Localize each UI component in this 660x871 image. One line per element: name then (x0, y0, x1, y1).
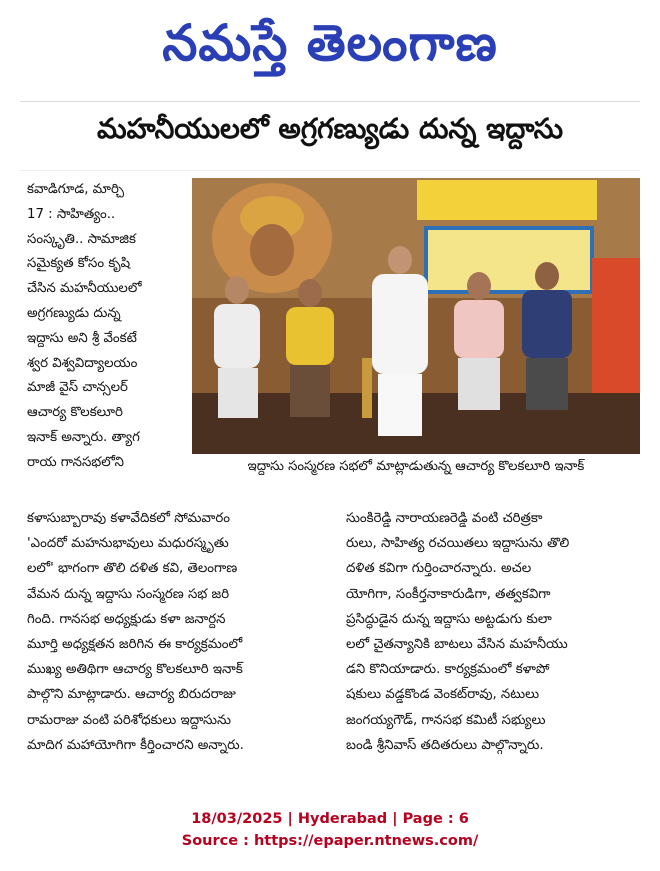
article-line: 17 : సాహిత్యం.. (27, 206, 116, 222)
article-line: లలో' భాగంగా తొలి దళిత కవి, తెలంగాణ (27, 561, 238, 577)
footer-meta: 18/03/2025 | Hyderabad | Page : 6 (191, 811, 469, 827)
article-line: వేమన దున్న ఇద్దాసు సంస్మరణ సభ జరి (27, 586, 230, 602)
article-line: సుంకిరెడ్డి నారాయణరెడ్డి వంటి చరిత్రకా (346, 511, 543, 526)
event-photo (192, 178, 640, 454)
article-line: మాజీ వైస్ చాన్సలర్ (27, 380, 128, 396)
article-line: మూర్తి అధ్యక్షతన జరిగిన ఈ కార్యక్రమంలో (27, 636, 243, 652)
article-line: శ్వర విశ్వవిద్యాలయం (27, 355, 138, 371)
article-line: పాల్గొని మాట్లాడారు. ఆచార్య బిరుదరాజు (27, 687, 236, 703)
article-line: గింది. గానసభ అధ్యక్షుడు కళా జనార్దన (27, 611, 226, 627)
article-bottom-right-column (346, 506, 634, 758)
article-line: ప్రసిద్ధుడైన దున్న ఇద్దాసు అట్టడుగు కులా (346, 611, 552, 627)
article-bottom-left-column (27, 506, 314, 758)
article-line: ఆచార్య కొలకలూరి (27, 405, 123, 421)
article-line: అగ్రగణ్యుడు దున్న (27, 305, 121, 321)
article-line: మాదిగ మహాయోగిగా కీర్తించారని అన్నారు. (27, 737, 244, 753)
article-left-column (27, 178, 187, 476)
footer-source: Source : https://epaper.ntnews.com/ (181, 833, 479, 849)
article-line: డని కొనియాడారు. కార్యక్రమంలో కళాపో (346, 662, 550, 678)
masthead-divider (20, 101, 640, 102)
article-line: కళాసుబ్బారావు కళావేదికలో సోమవారం (27, 511, 230, 526)
article-line: 'ఎందరో మహనుభావులు మధురస్మృతు (27, 536, 229, 552)
article-line: ఇనాక్ అన్నారు. త్యాగ (27, 429, 140, 445)
article-line: సమైక్యత కోసం కృషి (27, 256, 131, 272)
article-line: యోగిగా, సంకీర్తనాకారుడిగా, తత్వకవిగా (346, 586, 551, 602)
article-line: దళిత కవిగా గుర్తించారన్నారు. అచల (346, 561, 532, 577)
article-line: ఇద్దాసు అని శ్రీ వేంకటే (27, 330, 137, 346)
masthead (0, 0, 660, 100)
article-line: చేసిన మహనీయులలో (27, 281, 142, 297)
article-line: లలో చైతన్యానికి బాటలు వేసిన మహనీయు (346, 636, 568, 652)
article-line: రాయ గానసభలోని (27, 454, 124, 470)
article-line: కవాడిగూడ, మార్చి (27, 182, 124, 197)
article-headline: మహనీయులలో అగ్రగణ్యుడు దున్న ఇద్దాసు (96, 112, 564, 145)
article-line: జంగయ్యగౌడ్, గానసభ కమిటీ సభ్యులు (346, 712, 546, 728)
article-line: ముఖ్య అతిథిగా ఆచార్య కొలకలూరి ఇనాక్ (27, 662, 243, 678)
photo-caption (192, 455, 640, 503)
article-line: సంస్కృతి.. సామాజిక (27, 231, 136, 247)
event-photo-illustration (192, 178, 640, 454)
article-line: రులు, సాహిత్య రచయితలు ఇద్దాసును తొలి (346, 536, 570, 552)
article-line: షకులు వడ్డకొండ వెంకట్‌రావు, నటులు (346, 687, 540, 703)
article-line: బండి శ్రీనివాస్ తదితరులు పాల్గొన్నారు. (346, 737, 544, 753)
article-line: రామరాజు వంటి పరిశోధకులు ఇద్దాసును (27, 712, 231, 728)
footer (0, 808, 660, 852)
headline-divider (20, 170, 640, 171)
photo-caption-text: ఇద్దాసు సంస్మరణ సభలో మాట్లాడుతున్న ఆచార్య కొలకలూరి ఇనాక్ (247, 459, 585, 474)
masthead-title: నమస్తే తెలంగాణ (162, 14, 498, 72)
